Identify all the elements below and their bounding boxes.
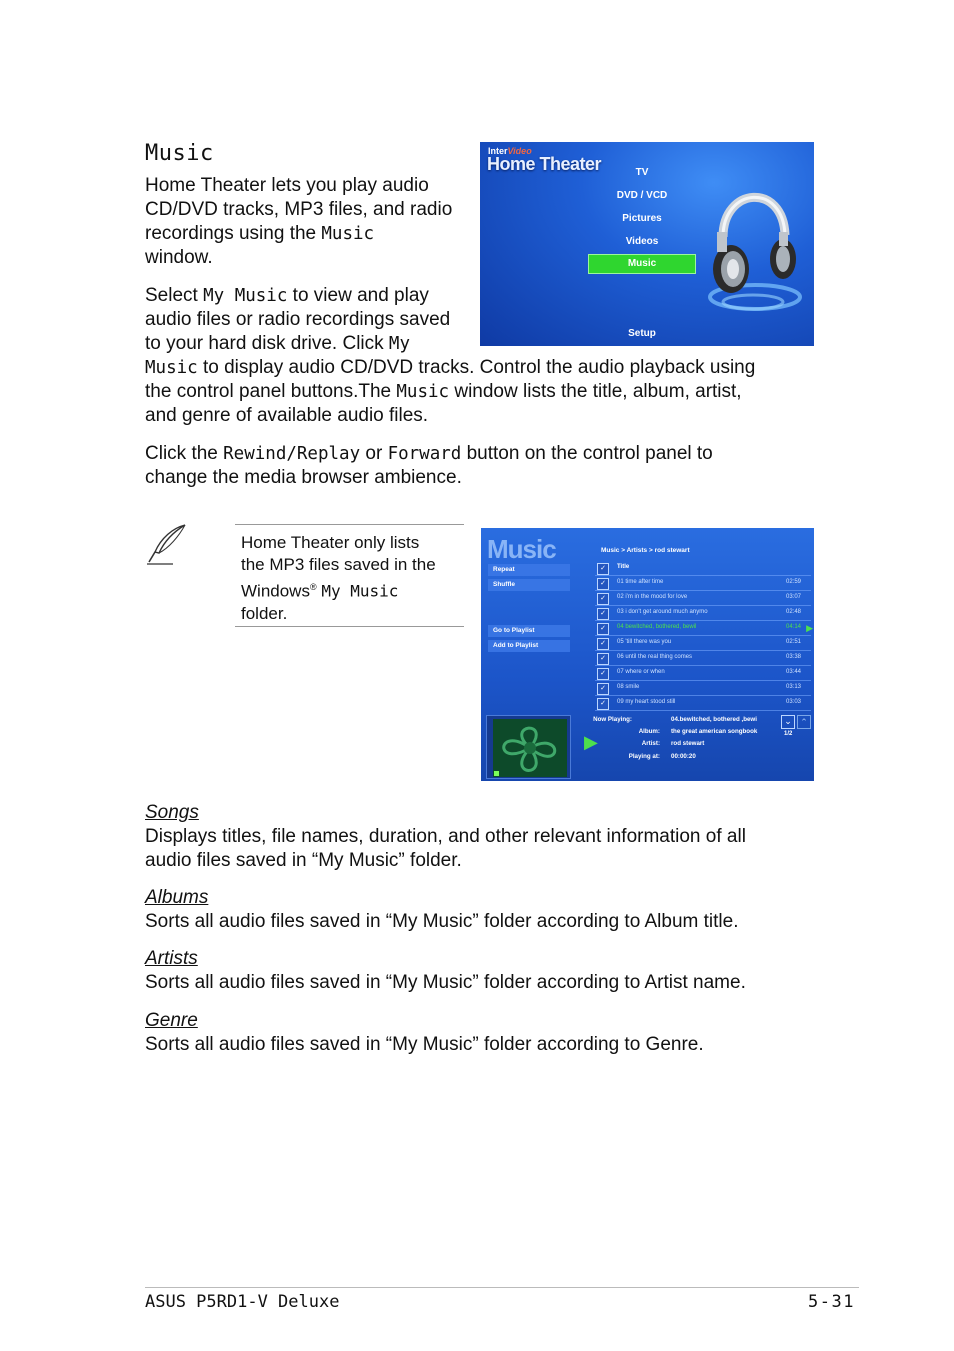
definition-text: Displays titles, file names, duration, and other relevant information of all bbox=[145, 826, 746, 847]
track-list-header[interactable] bbox=[595, 562, 811, 576]
definition-text: Sorts all audio files saved in “My Music” folder according to Album title. bbox=[145, 911, 739, 932]
ui-term: Music bbox=[145, 358, 198, 378]
track-row-playing[interactable] bbox=[595, 622, 811, 636]
footer-page-number: 5-31 bbox=[808, 1292, 855, 1312]
text-line: folder. bbox=[241, 603, 288, 623]
track-name: 04 bewitched, bothered, bewil bbox=[617, 624, 697, 630]
definition-text: Sorts all audio files saved in “My Music” folder according to Genre. bbox=[145, 1034, 704, 1055]
checkbox-icon[interactable]: ✓ bbox=[597, 653, 609, 665]
text-fragment: the control panel buttons.The bbox=[145, 381, 397, 402]
track-row[interactable] bbox=[595, 697, 811, 711]
go-to-playlist-button[interactable]: Go to Playlist bbox=[488, 625, 570, 637]
text-fragment: or bbox=[360, 443, 388, 464]
menu-item-pictures[interactable]: Pictures bbox=[622, 213, 662, 224]
text-fragment: window lists the title, album, artist, bbox=[449, 381, 742, 402]
ui-term: Rewind/Replay bbox=[223, 444, 361, 464]
menu-item-tv[interactable]: TV bbox=[635, 167, 649, 178]
track-name: 09 my heart stood still bbox=[617, 699, 676, 705]
album-value: the great american songbook bbox=[671, 728, 758, 735]
text-fragment: Windows bbox=[241, 581, 310, 601]
column-header-title: Title bbox=[617, 564, 630, 570]
track-duration: 02:48 bbox=[785, 609, 801, 615]
text-line: CD/DVD tracks, MP3 files, and radio bbox=[145, 199, 453, 220]
text-line bbox=[145, 442, 825, 466]
home-theater-screenshot bbox=[480, 142, 814, 346]
shuffle-button[interactable]: Shuffle bbox=[488, 579, 570, 591]
checkbox-icon[interactable]: ✓ bbox=[597, 578, 609, 590]
track-name: 03 i don't get around much anymo bbox=[617, 609, 708, 615]
track-name: 01 time after time bbox=[617, 579, 664, 585]
text-line: Home Theater only lists bbox=[241, 533, 420, 552]
music-window-title: Music bbox=[487, 534, 556, 564]
track-row[interactable] bbox=[595, 607, 811, 621]
definition-term: Albums bbox=[145, 887, 209, 908]
breadcrumb: Music > Artists > rod stewart bbox=[601, 547, 690, 554]
note-text bbox=[241, 532, 463, 625]
text-line: the MP3 files saved in the bbox=[241, 555, 436, 574]
artist-value: rod stewart bbox=[671, 740, 705, 747]
track-duration: 04:14 bbox=[785, 624, 801, 630]
menu-item-dvd[interactable]: DVD / VCD bbox=[616, 190, 668, 201]
ui-term: Music bbox=[396, 382, 450, 402]
menu-item-videos[interactable]: Videos bbox=[625, 236, 659, 247]
definition-term: Songs bbox=[145, 802, 199, 823]
headphones-icon bbox=[705, 177, 805, 312]
text-line: change the media browser ambience. bbox=[145, 467, 462, 488]
note-top-rule bbox=[235, 524, 464, 525]
footer-product: ASUS P5RD1-V Deluxe bbox=[145, 1292, 340, 1312]
chevron-down-icon[interactable]: ⌄ bbox=[781, 715, 795, 729]
add-to-playlist-button[interactable]: Add to Playlist bbox=[488, 640, 570, 652]
section-title: Music bbox=[145, 141, 214, 166]
text-line bbox=[145, 222, 475, 246]
text-line: Home Theater lets you play audio bbox=[145, 175, 429, 196]
visualizer-panel bbox=[486, 715, 571, 779]
track-row[interactable] bbox=[595, 682, 811, 696]
brand-title: Home Theater bbox=[487, 154, 602, 174]
music-window-screenshot bbox=[481, 528, 814, 781]
text-fragment: Select bbox=[145, 285, 204, 306]
checkbox-icon[interactable]: ✓ bbox=[597, 638, 609, 650]
track-name: 07 where or when bbox=[617, 669, 665, 675]
menu-item-music[interactable]: Music bbox=[588, 254, 696, 274]
checkbox-icon[interactable]: ✓ bbox=[597, 668, 609, 680]
play-icon[interactable]: ▶ bbox=[584, 732, 598, 752]
definition-text: audio files saved in “My Music” folder. bbox=[145, 850, 462, 871]
playing-at-value: 00:00:20 bbox=[671, 753, 696, 760]
track-name: 05 'till there was you bbox=[617, 639, 672, 645]
artist-label: Artist: bbox=[641, 740, 660, 747]
track-row[interactable] bbox=[595, 652, 811, 666]
track-row[interactable] bbox=[595, 667, 811, 681]
definition-genre bbox=[145, 1009, 845, 1057]
ui-term: My Music bbox=[203, 286, 288, 306]
track-duration: 02:59 bbox=[785, 579, 801, 585]
chevron-up-icon[interactable]: ⌃ bbox=[797, 715, 811, 729]
playing-indicator-icon: ▶ bbox=[806, 623, 813, 633]
definition-term: Artists bbox=[145, 948, 198, 969]
track-row[interactable] bbox=[595, 592, 811, 606]
checkbox-icon[interactable]: ✓ bbox=[597, 563, 609, 575]
text-line: audio files or radio recordings saved bbox=[145, 309, 451, 330]
track-name: 08 smile bbox=[617, 684, 640, 690]
note-quill-icon bbox=[145, 522, 189, 566]
text-fragment: to your hard disk drive. Click bbox=[145, 333, 389, 354]
track-duration: 03:13 bbox=[785, 684, 801, 690]
track-duration: 03:44 bbox=[785, 669, 801, 675]
text-fragment: recordings using the bbox=[145, 223, 322, 244]
text-fragment: to display audio CD/DVD tracks. Control the audio playback using bbox=[197, 357, 756, 378]
ui-term: Music bbox=[321, 224, 375, 244]
menu-item-setup[interactable]: Setup bbox=[628, 328, 656, 339]
track-name: 02 i'm in the mood for love bbox=[617, 594, 688, 600]
definition-artists bbox=[145, 947, 845, 995]
visualizer-art-icon bbox=[493, 719, 567, 777]
note-bottom-rule bbox=[235, 626, 464, 627]
text-line bbox=[241, 576, 463, 603]
brand-video: Video bbox=[507, 146, 532, 156]
track-duration: 03:03 bbox=[785, 699, 801, 705]
text-line bbox=[145, 380, 825, 404]
text-line: window. bbox=[145, 247, 213, 268]
checkbox-icon[interactable]: ✓ bbox=[597, 608, 609, 620]
track-duration: 03:38 bbox=[785, 654, 801, 660]
brand-inter: Inter bbox=[488, 146, 508, 156]
track-row[interactable] bbox=[595, 577, 811, 591]
track-name: 06 until the real thing comes bbox=[617, 654, 693, 660]
text-fragment: Click the bbox=[145, 443, 224, 464]
now-playing-value: 04.bewitched, bothered ,bewi bbox=[671, 716, 757, 723]
intro-paragraph-3 bbox=[145, 442, 825, 490]
checkbox-icon[interactable]: ✓ bbox=[597, 593, 609, 605]
text-line bbox=[145, 356, 825, 380]
definition-songs bbox=[145, 801, 845, 873]
definition-text: Sorts all audio files saved in “My Music” folder according to Artist name. bbox=[145, 972, 746, 993]
page-indicator: 1/2 bbox=[784, 731, 793, 737]
repeat-button[interactable]: Repeat bbox=[488, 564, 570, 576]
checkbox-icon[interactable]: ✓ bbox=[597, 623, 609, 635]
ui-term: Forward bbox=[387, 444, 462, 464]
ui-term: My Music bbox=[321, 581, 399, 601]
definition-term: Genre bbox=[145, 1010, 198, 1031]
track-duration: 03:07 bbox=[785, 594, 801, 600]
registered-mark: ® bbox=[309, 582, 317, 592]
track-duration: 02:51 bbox=[785, 639, 801, 645]
checkbox-icon[interactable]: ✓ bbox=[597, 698, 609, 710]
text-fragment: button on the control panel to bbox=[461, 443, 713, 464]
ui-term: My bbox=[388, 334, 410, 354]
footer-rule bbox=[145, 1287, 859, 1288]
intro-paragraph-1 bbox=[145, 174, 475, 270]
playing-at-label: Playing at: bbox=[628, 753, 660, 760]
text-fragment: to view and play bbox=[287, 285, 429, 306]
text-line: and genre of available audio files. bbox=[145, 405, 429, 426]
now-playing-label: Now Playing: bbox=[593, 716, 632, 723]
track-row[interactable] bbox=[595, 637, 811, 651]
checkbox-icon[interactable]: ✓ bbox=[597, 683, 609, 695]
album-label: Album: bbox=[638, 728, 660, 735]
definition-albums bbox=[145, 886, 845, 934]
